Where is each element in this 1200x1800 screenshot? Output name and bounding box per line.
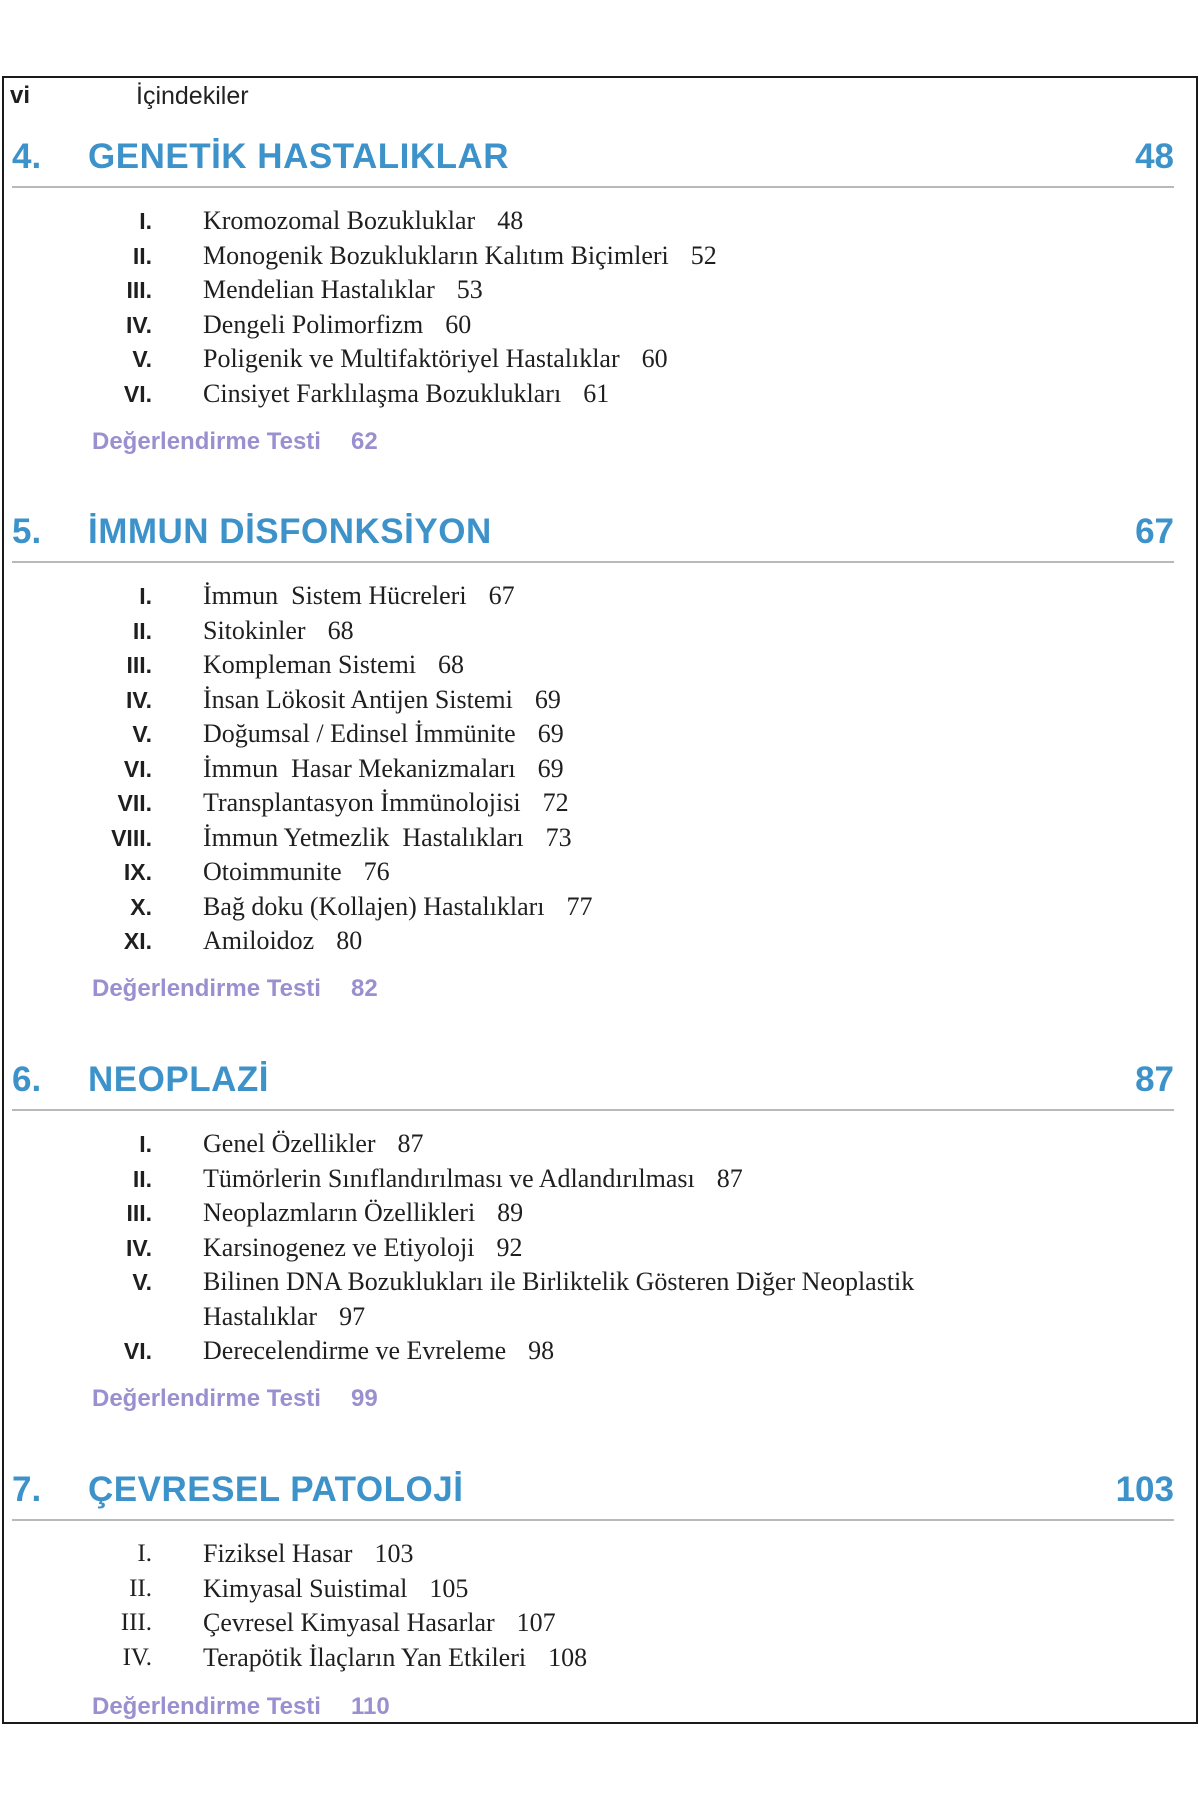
entry-title: İnsan Lökosit Antijen Sistemi <box>203 684 513 714</box>
entry-page: 80 <box>336 926 363 955</box>
chapter-page: 103 <box>1115 1470 1174 1509</box>
chapter-title: GENETİK HASTALIKLAR <box>88 137 510 176</box>
toc-entry[interactable] <box>0 890 1200 925</box>
entry-title: Transplantasyon İmmünolojisi <box>203 788 521 817</box>
entry-numeral: IV. <box>125 1234 152 1261</box>
entry-page: 67 <box>488 581 515 610</box>
entry-page: 60 <box>641 344 668 373</box>
entry-title: İmmun Hasar Mekanizmaları <box>203 753 516 783</box>
entry-numeral: III. <box>120 1609 152 1636</box>
entry-title: Kompleman Sistemi <box>203 650 417 679</box>
entry-page: 68 <box>327 615 354 645</box>
entry-numeral: IV. <box>122 1643 152 1671</box>
evaluation-page: 62 <box>350 428 378 455</box>
toc-entry[interactable] <box>0 1127 1200 1162</box>
chapter-6 <box>0 1055 1200 1412</box>
entry-title: Neoplazmların Özellikleri <box>203 1198 476 1227</box>
section-list <box>0 1537 1200 1675</box>
entry-page: 108 <box>548 1642 588 1672</box>
chapter-7 <box>0 1465 1200 1720</box>
entry-numeral: XI. <box>123 928 152 954</box>
entry-numeral: II. <box>132 242 152 269</box>
page-number: vi <box>10 82 31 109</box>
entry-page: 97 <box>339 1301 366 1331</box>
entry-page: 105 <box>429 1573 469 1603</box>
entry-numeral: V. <box>132 346 152 372</box>
entry-numeral: II. <box>129 1574 152 1602</box>
entry-title: Poligenik ve Multifaktöriyel Hastalıklar <box>203 344 620 373</box>
toc-entry[interactable] <box>0 1196 1200 1231</box>
entry-page: 68 <box>438 650 465 679</box>
chapter-divider <box>12 1109 1174 1111</box>
entry-numeral: IX. <box>123 859 152 885</box>
entry-title: İmmun Sistem Hücreleri <box>203 581 467 610</box>
entry-numeral: VI. <box>123 1338 152 1364</box>
toc-entry[interactable] <box>0 1641 1200 1676</box>
running-head-title: İçindekiler <box>136 81 249 110</box>
entry-numeral: III. <box>126 1200 152 1226</box>
section-list <box>0 204 1200 411</box>
entry-title: Monogenik Bozuklukların Kalıtım Biçimleri <box>203 240 669 270</box>
chapter-number: 5. <box>12 512 42 551</box>
entry-numeral: I. <box>137 1540 152 1567</box>
toc-entry[interactable] <box>0 377 1200 412</box>
entry-title: Terapötik İlaçların Yan Etkileri <box>203 1642 527 1672</box>
chapter-number: 6. <box>12 1060 42 1099</box>
entry-title: Fiziksel Hasar <box>203 1539 353 1568</box>
entry-numeral: III. <box>126 277 152 303</box>
chapter-number: 4. <box>12 137 42 176</box>
toc-entry[interactable] <box>0 273 1200 308</box>
chapter-page: 67 <box>1135 512 1174 551</box>
section-list <box>0 579 1200 959</box>
chapter-title: İMMUN DİSFONKSİYON <box>88 512 492 551</box>
entry-numeral: I. <box>139 1131 152 1157</box>
entry-title: Karsinogenez ve Etiyoloji <box>203 1232 475 1262</box>
entry-page: 103 <box>374 1539 414 1568</box>
chapter-title: NEOPLAZİ <box>88 1060 269 1099</box>
entry-numeral: V. <box>132 1269 152 1295</box>
toc-entry[interactable] <box>0 308 1200 343</box>
chapter-heading[interactable] <box>0 1465 1200 1515</box>
running-head <box>10 80 249 112</box>
toc-entry[interactable] <box>0 786 1200 821</box>
chapter-heading[interactable] <box>0 132 1200 182</box>
entry-title: Cinsiyet Farklılaşma Bozuklukları <box>203 378 562 408</box>
entry-title: Dengeli Polimorfizm <box>203 309 424 339</box>
toc-entry[interactable] <box>0 342 1200 377</box>
chapter-divider <box>12 1519 1174 1521</box>
entry-title: İmmun Yetmezlik Hastalıkları <box>203 822 524 852</box>
evaluation-test-link[interactable] <box>92 428 378 456</box>
entry-title: Tümörlerin Sınıflandırılması ve Adlandırılması <box>203 1163 695 1193</box>
entry-page: 69 <box>537 753 564 783</box>
entry-page: 72 <box>542 788 569 817</box>
entry-page: 87 <box>716 1163 743 1193</box>
entry-page: 76 <box>363 857 390 886</box>
chapter-heading[interactable] <box>0 507 1200 557</box>
toc-entry[interactable] <box>0 579 1200 614</box>
entry-numeral: VI. <box>123 755 152 782</box>
evaluation-page: 82 <box>350 975 378 1002</box>
entry-numeral: VI. <box>123 380 152 407</box>
entry-page: 98 <box>528 1336 555 1365</box>
entry-numeral: II. <box>132 617 152 644</box>
evaluation-label: Değerlendirme Testi <box>92 1385 321 1412</box>
entry-title: Bilinen DNA Bozuklukları ile Birliktelik Gösteren Diğer Neoplastik Hastalıklar <box>203 1267 915 1331</box>
chapter-heading[interactable] <box>0 1055 1200 1105</box>
entry-title: Doğumsal / Edinsel İmmünite <box>203 719 516 748</box>
entry-numeral: V. <box>132 721 152 747</box>
toc-entry[interactable] <box>0 821 1200 856</box>
entry-title: Kimyasal Suistimal <box>203 1573 408 1603</box>
entry-page: 107 <box>516 1608 556 1637</box>
entry-page: 52 <box>690 240 717 270</box>
entry-page: 92 <box>496 1232 523 1262</box>
toc-entry[interactable] <box>0 648 1200 683</box>
toc-entry[interactable] <box>0 1537 1200 1572</box>
toc-entry[interactable] <box>0 717 1200 752</box>
chapter-page: 48 <box>1135 137 1174 176</box>
entry-title: Derecelendirme ve Evreleme <box>203 1336 507 1365</box>
chapter-4 <box>0 132 1200 455</box>
entry-numeral: VIII. <box>111 824 152 851</box>
toc-entry[interactable] <box>0 1265 1200 1334</box>
chapter-5 <box>0 507 1200 1002</box>
entry-page: 69 <box>537 719 564 748</box>
evaluation-page: 110 <box>350 1693 390 1720</box>
evaluation-label: Değerlendirme Testi <box>92 975 321 1002</box>
toc-entry[interactable] <box>0 239 1200 274</box>
entry-numeral: VII. <box>117 790 152 816</box>
evaluation-label: Değerlendirme Testi <box>92 428 321 455</box>
entry-title: Mendelian Hastalıklar <box>203 275 435 304</box>
section-list <box>0 1127 1200 1369</box>
toc-entry[interactable] <box>0 855 1200 890</box>
evaluation-test-link[interactable] <box>92 1385 378 1413</box>
entry-page: 89 <box>497 1198 524 1227</box>
entry-title: Genel Özellikler <box>203 1129 376 1158</box>
toc-entry[interactable] <box>0 1162 1200 1197</box>
toc-entry[interactable] <box>0 1334 1200 1369</box>
entry-numeral: IV. <box>125 686 152 713</box>
evaluation-page: 99 <box>350 1385 378 1412</box>
entry-title: Sitokinler <box>203 615 306 645</box>
entry-page: 69 <box>534 684 561 714</box>
evaluation-test-link[interactable] <box>92 975 378 1003</box>
entry-page: 60 <box>445 309 472 339</box>
toc-entry[interactable] <box>0 924 1200 959</box>
entry-numeral: I. <box>139 208 152 234</box>
toc-entry[interactable] <box>0 614 1200 649</box>
chapter-title: ÇEVRESEL PATOLOJİ <box>88 1470 464 1509</box>
entry-page: 48 <box>497 206 524 235</box>
entry-title: Amiloidoz <box>203 926 315 955</box>
entry-numeral: I. <box>139 583 152 609</box>
entry-numeral: IV. <box>125 311 152 338</box>
evaluation-test-link[interactable] <box>92 1693 390 1721</box>
entry-page: 87 <box>397 1129 424 1158</box>
entry-page: 53 <box>456 275 483 304</box>
toc-entry[interactable] <box>0 1231 1200 1266</box>
toc-entry[interactable] <box>0 1606 1200 1641</box>
entry-title: Bağ doku (Kollajen) Hastalıkları <box>203 891 545 921</box>
toc-entry[interactable] <box>0 1572 1200 1607</box>
evaluation-label: Değerlendirme Testi <box>92 1693 321 1720</box>
entry-title: Kromozomal Bozukluklar <box>203 206 476 235</box>
entry-page: 61 <box>583 378 610 408</box>
entry-title: Otoimmunite <box>203 857 342 886</box>
entry-page: 73 <box>545 822 572 852</box>
entry-page: 77 <box>566 891 593 921</box>
chapter-divider <box>12 186 1174 188</box>
toc-entry[interactable] <box>0 683 1200 718</box>
toc-entry[interactable] <box>0 752 1200 787</box>
chapter-number: 7. <box>12 1470 42 1509</box>
entry-title: Çevresel Kimyasal Hasarlar <box>203 1608 495 1637</box>
toc-entry[interactable] <box>0 204 1200 239</box>
entry-numeral: III. <box>126 652 152 678</box>
chapter-divider <box>12 561 1174 563</box>
entry-numeral: X. <box>130 893 152 920</box>
chapter-page: 87 <box>1135 1060 1174 1099</box>
entry-numeral: II. <box>132 1165 152 1192</box>
